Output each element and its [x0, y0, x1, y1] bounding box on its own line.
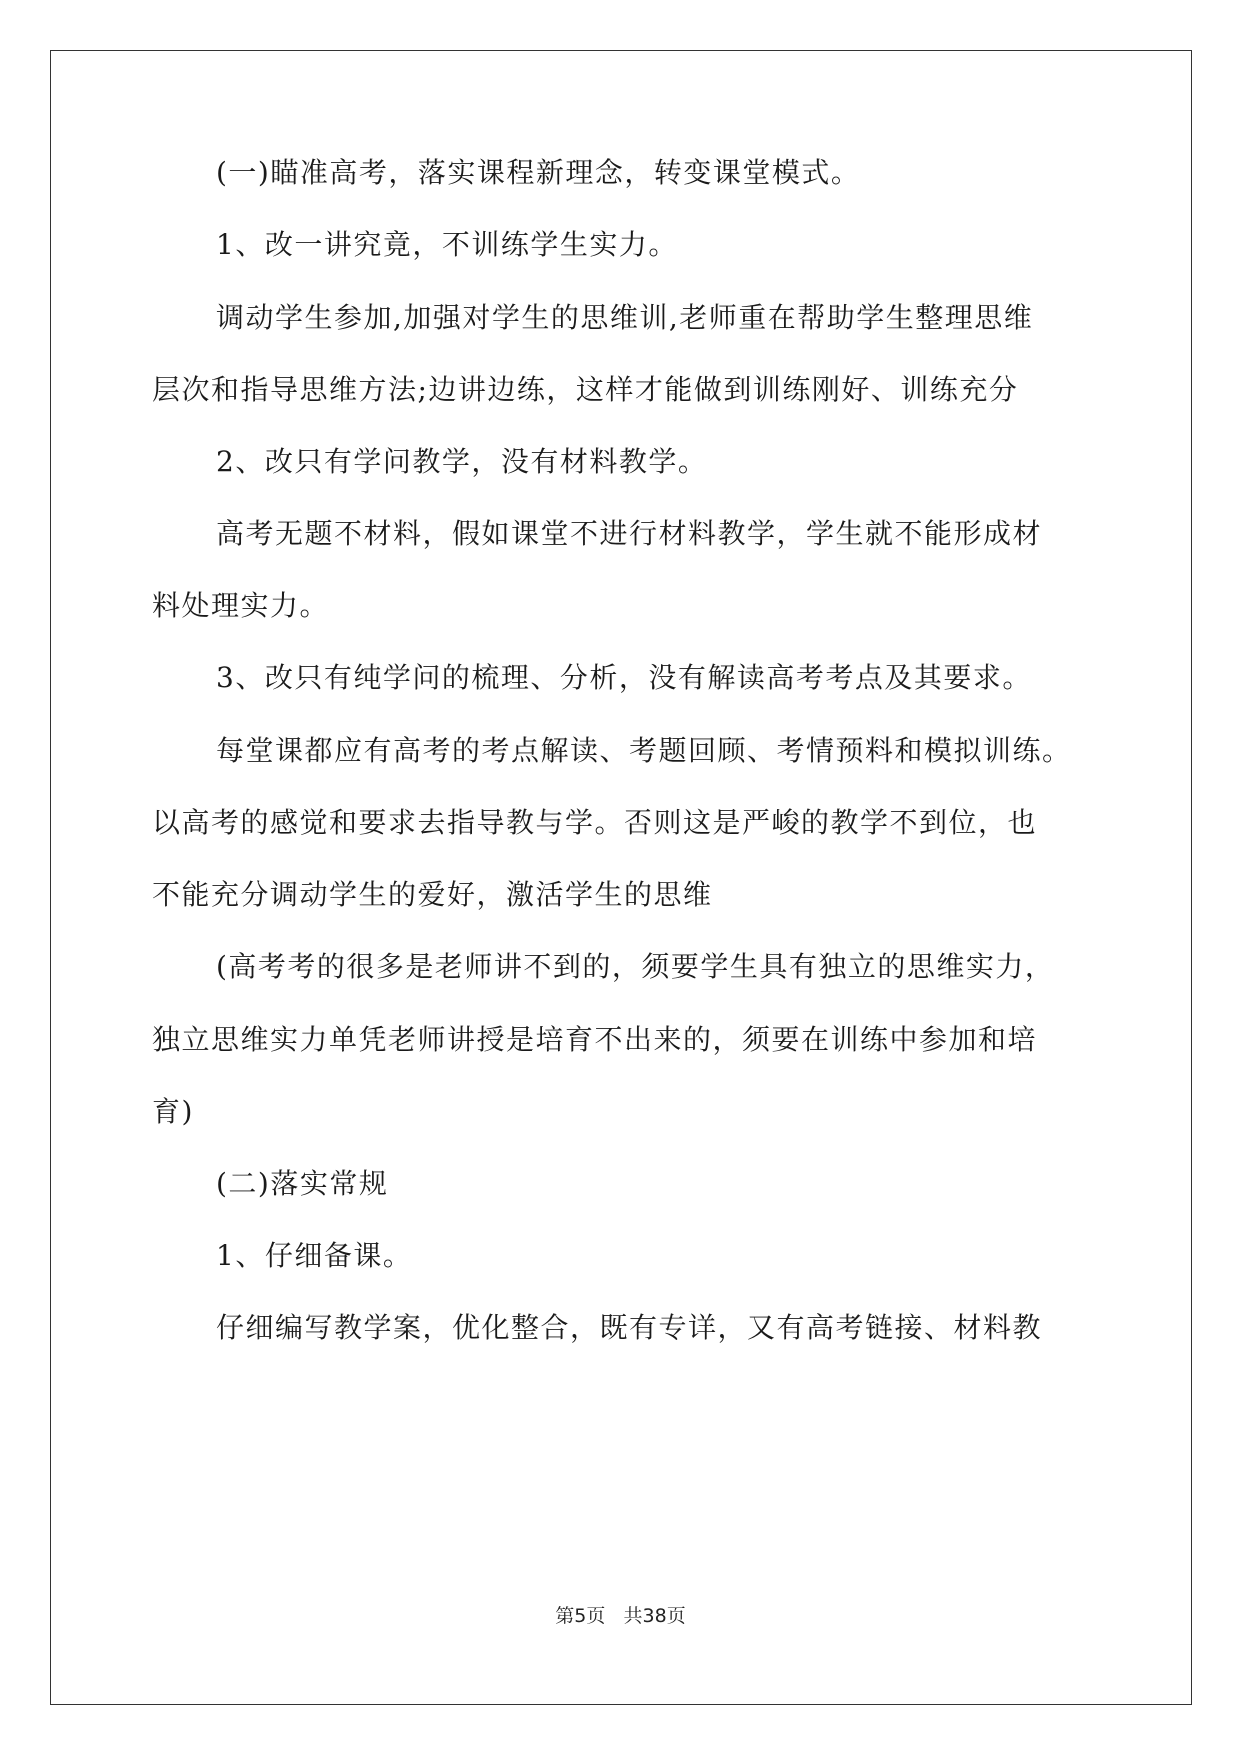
- item-heading-2-1: 1、仔细备课。: [216, 1239, 413, 1272]
- page-total: 共38页: [623, 1605, 686, 1627]
- paragraph-line: 育): [152, 1095, 194, 1128]
- page-number: 第5页: [555, 1605, 606, 1627]
- paragraph-line: 高考无题不材料，假如课堂不进行材料教学，学生就不能形成材: [216, 517, 1043, 550]
- paragraph-line: (高考考的很多是老师讲不到的，须要学生具有独立的思维实力，: [216, 950, 1055, 983]
- paragraph-line: 每堂课都应有高考的考点解读、考题回顾、考情预料和模拟训练。: [216, 734, 1072, 767]
- paragraph-line: 调动学生参加,加强对学生的思维训,老师重在帮助学生整理思维: [216, 301, 1034, 334]
- item-heading-1-3: 3、改只有纯学问的梳理、分析，没有解读高考考点及其要求。: [216, 661, 1032, 694]
- paragraph-line: 料处理实力。: [152, 589, 330, 622]
- paragraph-line: 独立思维实力单凭老师讲授是培育不出来的，须要在训练中参加和培: [152, 1023, 1038, 1056]
- section-heading-1: (一)瞄准高考，落实课程新理念，转变课堂模式。: [216, 156, 861, 189]
- paragraph-line: 不能充分调动学生的爱好，激活学生的思维: [152, 878, 713, 911]
- item-heading-1-2: 2、改只有学问教学，没有材料教学。: [216, 445, 708, 478]
- page-footer: [0, 1603, 1241, 1629]
- paragraph-line: 仔细编写教学案，优化整合，既有专详，又有高考链接、材料教: [216, 1311, 1043, 1344]
- section-heading-2: (二)落实常规: [216, 1167, 389, 1200]
- paragraph-line: 以高考的感觉和要求去指导教与学。否则这是严峻的教学不到位，也: [152, 806, 1038, 839]
- item-heading-1-1: 1、改一讲究竟，不训练学生实力。: [216, 228, 678, 261]
- paragraph-line: 层次和指导思维方法;边讲边练，这样才能做到训练刚好、训练充分: [152, 373, 1019, 406]
